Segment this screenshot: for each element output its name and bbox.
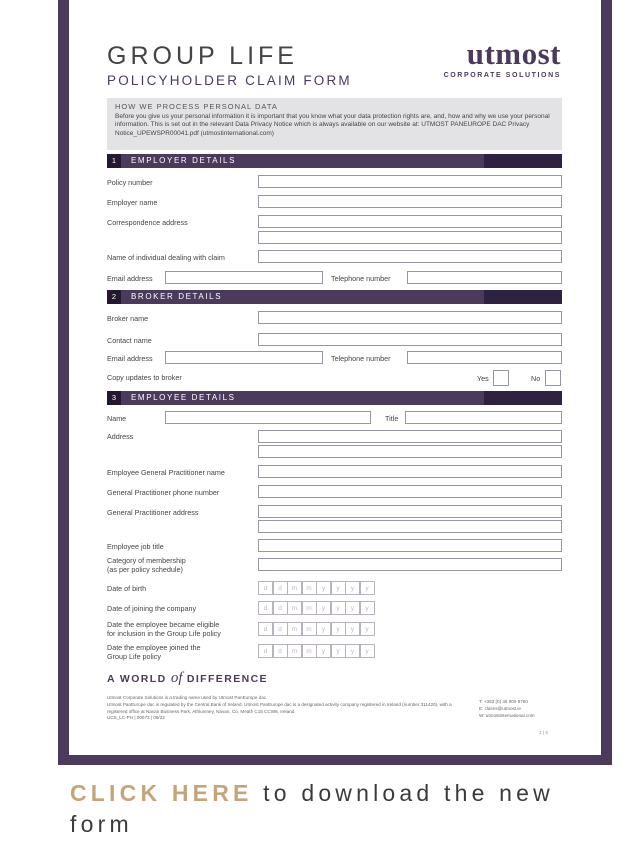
section-employee-header	[107, 391, 562, 405]
date-cell[interactable]: d	[258, 601, 273, 615]
broker-email-field[interactable]	[165, 351, 323, 364]
employer-name-field[interactable]	[258, 195, 562, 208]
date-cell[interactable]: d	[273, 581, 288, 595]
broker-telephone-label: Telephone number	[331, 354, 391, 363]
date-cell[interactable]: m	[302, 644, 317, 658]
section-employer-header	[107, 154, 562, 168]
yes-label: Yes	[477, 374, 489, 383]
date-cell[interactable]: d	[273, 601, 288, 615]
date-cell[interactable]: m	[287, 601, 302, 615]
form-page[interactable]	[69, 0, 601, 755]
broker-name-field[interactable]	[258, 311, 562, 324]
date-cell[interactable]: y	[331, 644, 346, 658]
gp-name-field[interactable]	[258, 465, 562, 478]
date-cell[interactable]: d	[258, 581, 273, 595]
click-here-link[interactable]: CLICK HERE	[70, 780, 253, 806]
employer-name-label: Employer name	[107, 198, 158, 207]
job-title-label: Employee job title	[107, 542, 164, 551]
broker-name-label: Broker name	[107, 314, 149, 323]
date-cell[interactable]: d	[273, 644, 288, 658]
employee-address-field-1[interactable]	[258, 430, 562, 443]
gp-name-label: Employee General Practitioner name	[107, 468, 225, 477]
employee-address-field-2[interactable]	[258, 445, 562, 458]
joined-policy-line-1: Date the employee joined the	[107, 643, 201, 652]
gp-address-field-1[interactable]	[258, 505, 562, 518]
gp-phone-field[interactable]	[258, 485, 562, 498]
date-cell[interactable]: y	[331, 601, 346, 615]
date-cell[interactable]: y	[345, 644, 360, 658]
date-cell[interactable]: y	[345, 601, 360, 615]
footer-line-2: Utmost PanEurope dac is regulated by the Central Bank of Ireland. Utmost PanEurope dac is a designated activity company registered in Ireland (number 311420), with a registered office at Navan Business Park, Athlumney, Navan, Co. Meath C15 CCW8, Ireland.	[107, 701, 452, 714]
cta-text: to download the new form	[70, 780, 554, 837]
policy-number-field[interactable]	[258, 175, 562, 188]
utmost-logo	[444, 38, 561, 79]
broker-telephone-field[interactable]	[407, 351, 562, 364]
employee-title-field[interactable]	[405, 411, 562, 424]
date-cell[interactable]: m	[287, 622, 302, 636]
employee-address-label: Address	[107, 432, 134, 441]
date-cell[interactable]: y	[345, 622, 360, 636]
gp-phone-label: General Practitioner phone number	[107, 488, 220, 497]
form-subtitle: POLICYHOLDER CLAIM FORM	[107, 73, 352, 88]
logo-subtext: CORPORATE SOLUTIONS	[443, 72, 561, 79]
no-checkbox[interactable]	[545, 370, 561, 386]
date-cell[interactable]: y	[331, 581, 346, 595]
tagline-end: DIFFERENCE	[182, 673, 268, 685]
joined-policy-field[interactable]	[258, 644, 374, 658]
section-title: EMPLOYEE DETAILS	[131, 393, 236, 402]
joined-policy-line-2: Group Life policy	[107, 652, 161, 661]
notice-body: Before you give us your personal information it is important that you know what your data protection rights are, and, how and why we use your personal information. This is set out in the relevant Data Privacy Notice which is always available on our website at: UTMOST PANEUROPE DAC Privacy Notice_UPEWSPR00041.pdf (utmostinternational.com)	[115, 113, 550, 137]
form-title: GROUP LIFE	[107, 42, 298, 70]
section-bar-accent	[484, 290, 562, 304]
date-cell[interactable]: d	[273, 622, 288, 636]
employer-email-label: Email address	[107, 274, 153, 283]
download-call-to-action	[70, 778, 610, 840]
footer-email: E: claims@utmost.ie	[479, 706, 521, 711]
section-broker-header	[107, 290, 562, 304]
dob-label: Date of birth	[107, 584, 147, 593]
yes-checkbox[interactable]	[493, 370, 509, 386]
copy-updates-label: Copy updates to broker	[107, 373, 182, 382]
employer-email-field[interactable]	[165, 271, 323, 284]
eligible-date-field[interactable]	[258, 622, 374, 636]
section-bar-accent	[484, 391, 562, 405]
date-cell[interactable]: y	[316, 622, 331, 636]
membership-category-field[interactable]	[258, 558, 562, 571]
job-title-field[interactable]	[258, 539, 562, 552]
date-cell[interactable]: y	[360, 581, 375, 595]
date-cell[interactable]: y	[331, 622, 346, 636]
joined-company-field[interactable]	[258, 601, 374, 615]
membership-category-line-1: Category of membership	[107, 556, 186, 565]
section-number: 3	[107, 391, 121, 405]
legal-footer	[107, 695, 467, 722]
eligible-label	[107, 620, 221, 638]
tagline-of: of	[170, 670, 183, 686]
contact-name-field[interactable]	[258, 333, 562, 346]
employee-name-label: Name	[107, 414, 127, 423]
membership-category-label	[107, 556, 186, 574]
notice-heading: HOW WE PROCESS PERSONAL DATA	[115, 102, 278, 111]
date-cell[interactable]: y	[360, 601, 375, 615]
date-cell[interactable]: m	[302, 581, 317, 595]
policy-number-label: Policy number	[107, 178, 153, 187]
section-title: BROKER DETAILS	[131, 292, 223, 301]
date-cell[interactable]: m	[302, 601, 317, 615]
gp-address-label: General Practitioner address	[107, 508, 199, 517]
date-cell[interactable]: m	[287, 644, 302, 658]
joined-company-label: Date of joining the company	[107, 604, 197, 613]
membership-category-line-2: (as per policy schedule)	[107, 565, 183, 574]
joined-policy-label	[107, 643, 201, 661]
date-cell[interactable]: y	[360, 622, 375, 636]
section-number: 1	[107, 154, 121, 168]
gp-address-field-2[interactable]	[258, 520, 562, 533]
contact-footer	[479, 698, 535, 719]
date-cell[interactable]: y	[316, 601, 331, 615]
page-number: 1 | 4	[539, 730, 548, 735]
contact-name-label: Contact name	[107, 336, 152, 345]
eligible-line-2: for inclusion in the Group Life policy	[107, 629, 221, 638]
employer-telephone-field[interactable]	[407, 271, 562, 284]
tagline-start: A WORLD	[107, 673, 171, 685]
individual-name-label: Name of individual dealing with claim	[107, 253, 225, 262]
footer-web: W: utmostinternational.com	[479, 713, 535, 718]
employee-title-label: Title	[385, 414, 399, 423]
section-number: 2	[107, 290, 121, 304]
no-label: No	[531, 374, 541, 383]
correspondence-address-field-1[interactable]	[258, 215, 562, 228]
date-cell[interactable]: m	[287, 581, 302, 595]
date-cell[interactable]: y	[316, 581, 331, 595]
footer-line-3: UCS_LC-PH | 00073 | 09/22	[107, 715, 165, 721]
footer-line-1: Utmost Corporate Solutions is a trading name used by Utmost PanEurope dac.	[107, 695, 268, 700]
eligible-line-1: Date the employee became eligible	[107, 620, 220, 629]
date-cell[interactable]: d	[258, 622, 273, 636]
data-notice	[107, 98, 562, 150]
footer-phone: T: +353 (0) 46 909 9760	[479, 699, 528, 704]
individual-name-field[interactable]	[258, 250, 562, 263]
correspondence-address-field-2[interactable]	[258, 231, 562, 244]
date-cell[interactable]: d	[258, 644, 273, 658]
employee-name-field[interactable]	[165, 411, 371, 424]
employer-telephone-label: Telephone number	[331, 274, 391, 283]
section-title: EMPLOYER DETAILS	[131, 156, 237, 165]
date-cell[interactable]: y	[360, 644, 375, 658]
correspondence-address-label: Correspondence address	[107, 218, 188, 227]
logo-word: utmost	[466, 36, 561, 71]
date-cell[interactable]: y	[316, 644, 331, 658]
date-cell[interactable]: m	[302, 622, 317, 636]
section-bar-accent	[484, 154, 562, 168]
tagline	[107, 670, 268, 687]
dob-field[interactable]	[258, 581, 374, 595]
broker-email-label: Email address	[107, 354, 153, 363]
date-cell[interactable]: y	[345, 581, 360, 595]
